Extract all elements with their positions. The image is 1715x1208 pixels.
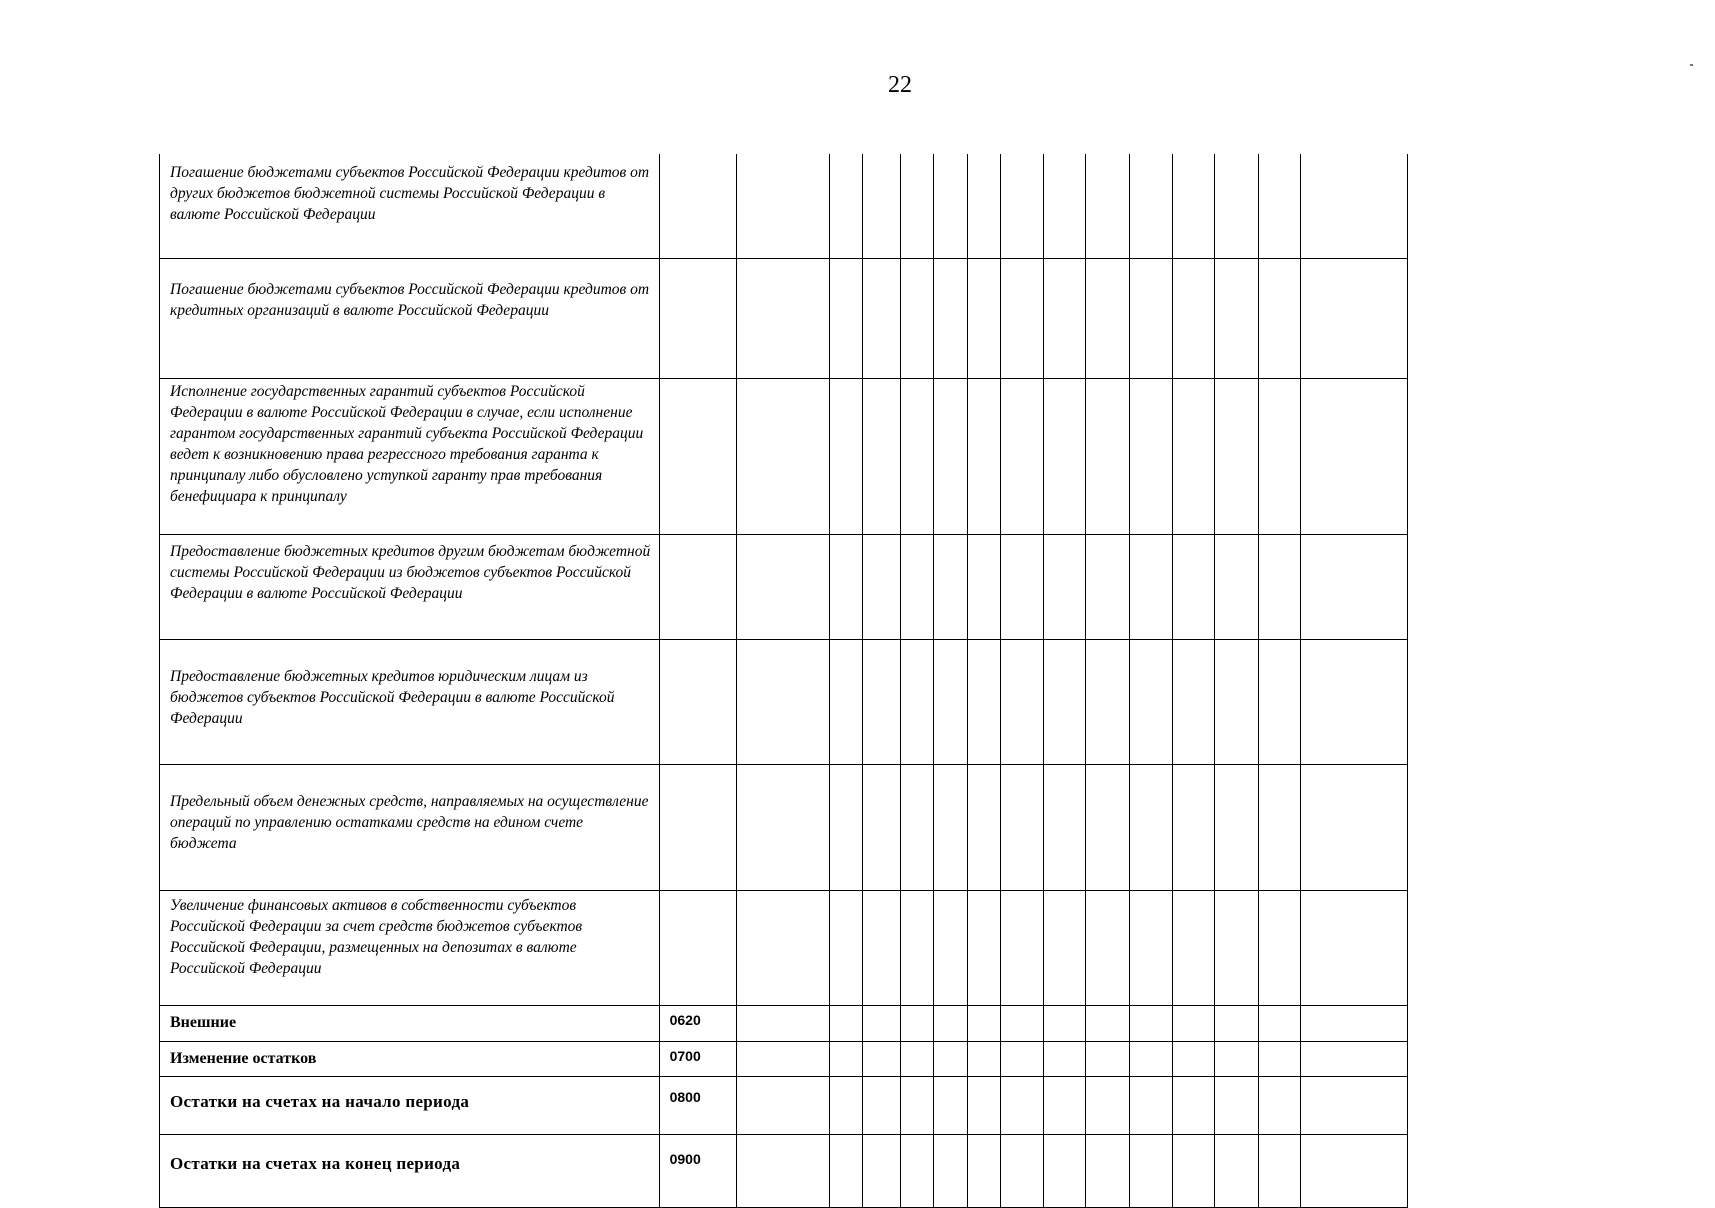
data-cell	[830, 640, 863, 765]
data-cell	[1086, 640, 1129, 765]
data-cell	[830, 259, 863, 379]
data-cell	[1086, 535, 1129, 640]
row-label: Погашение бюджетами субъектов Российской Федерации кредитов от других бюджетов бюджетной системы Российской Федерации в валюте Российской Федерации	[160, 154, 660, 259]
data-cell	[1172, 535, 1214, 640]
data-cell	[736, 535, 829, 640]
row-label: Погашение бюджетами субъектов Российской Федерации кредитов от кредитных организаций в валюте Российской Федерации	[160, 259, 660, 379]
data-cell	[1086, 765, 1129, 891]
data-cell	[1172, 640, 1214, 765]
data-cell	[1300, 259, 1407, 379]
row-code: 0620	[659, 1006, 736, 1042]
data-cell	[1086, 891, 1129, 1006]
data-cell	[1001, 1042, 1043, 1077]
data-cell	[862, 259, 900, 379]
data-cell	[967, 891, 1001, 1006]
data-cell	[1215, 1006, 1258, 1042]
data-cell	[1129, 535, 1172, 640]
data-cell	[1001, 535, 1043, 640]
data-cell	[1001, 1006, 1043, 1042]
row-code	[659, 765, 736, 891]
table-row	[160, 640, 1408, 765]
row-code: 0700	[659, 1042, 736, 1077]
data-cell	[967, 1006, 1001, 1042]
data-cell	[1300, 154, 1407, 259]
data-cell	[900, 640, 933, 765]
data-cell	[1129, 891, 1172, 1006]
data-cell	[1215, 1077, 1258, 1135]
data-cell	[862, 1042, 900, 1077]
data-cell	[862, 379, 900, 535]
data-cell	[1043, 154, 1085, 259]
data-cell	[736, 765, 829, 891]
data-cell	[967, 1077, 1001, 1135]
data-cell	[1300, 891, 1407, 1006]
data-cell	[1086, 379, 1129, 535]
data-cell	[1172, 259, 1214, 379]
data-cell	[933, 1006, 967, 1042]
page-number: 22	[888, 72, 912, 98]
data-cell	[830, 154, 863, 259]
data-cell	[967, 765, 1001, 891]
data-cell	[830, 765, 863, 891]
data-cell	[1172, 1135, 1214, 1208]
data-cell	[933, 535, 967, 640]
data-cell	[1215, 535, 1258, 640]
data-cell	[736, 1135, 829, 1208]
row-code	[659, 640, 736, 765]
data-cell	[1129, 640, 1172, 765]
data-cell	[1043, 535, 1085, 640]
data-cell	[900, 1042, 933, 1077]
data-cell	[1086, 1135, 1129, 1208]
data-cell	[1129, 765, 1172, 891]
data-cell	[1129, 379, 1172, 535]
table-row	[160, 1135, 1408, 1208]
data-cell	[830, 1042, 863, 1077]
data-cell	[1215, 891, 1258, 1006]
row-label: Предельный объем денежных средств, направляемых на осуществление операций по управлению остатками средств на едином счете бюджета	[160, 765, 660, 891]
data-cell	[736, 259, 829, 379]
data-cell	[933, 259, 967, 379]
data-cell	[933, 640, 967, 765]
data-cell	[830, 535, 863, 640]
data-cell	[1215, 765, 1258, 891]
data-cell	[1300, 1135, 1407, 1208]
data-cell	[900, 535, 933, 640]
data-cell	[1258, 535, 1300, 640]
data-cell	[1001, 154, 1043, 259]
data-cell	[933, 379, 967, 535]
data-cell	[1258, 640, 1300, 765]
data-cell	[1086, 259, 1129, 379]
data-cell	[736, 1077, 829, 1135]
row-code	[659, 259, 736, 379]
data-cell	[736, 640, 829, 765]
row-label: Остатки на счетах на конец периода	[160, 1135, 660, 1208]
data-cell	[1001, 1135, 1043, 1208]
row-code	[659, 379, 736, 535]
data-cell	[1215, 1042, 1258, 1077]
data-cell	[1043, 640, 1085, 765]
data-cell	[1129, 259, 1172, 379]
data-cell	[1258, 379, 1300, 535]
data-cell	[862, 154, 900, 259]
data-cell	[862, 640, 900, 765]
data-cell	[1043, 891, 1085, 1006]
data-cell	[1172, 1077, 1214, 1135]
data-cell	[830, 1006, 863, 1042]
data-cell	[862, 1135, 900, 1208]
data-cell	[736, 891, 829, 1006]
data-cell	[1172, 765, 1214, 891]
data-cell	[1129, 154, 1172, 259]
data-cell	[1258, 259, 1300, 379]
data-cell	[900, 154, 933, 259]
data-cell	[862, 535, 900, 640]
data-cell	[830, 1135, 863, 1208]
table-row	[160, 535, 1408, 640]
row-label: Увеличение финансовых активов в собственности субъектов Российской Федерации за счет средств бюджетов субъектов Российской Федерации, размещенных на депозитах в валюте Российской Федерации	[160, 891, 660, 1006]
data-cell	[1129, 1077, 1172, 1135]
data-cell	[1258, 1135, 1300, 1208]
data-cell	[1086, 154, 1129, 259]
row-code	[659, 891, 736, 1006]
data-cell	[830, 379, 863, 535]
data-cell	[967, 1042, 1001, 1077]
row-code: 0800	[659, 1077, 736, 1135]
data-cell	[967, 535, 1001, 640]
data-cell	[933, 891, 967, 1006]
data-cell	[1172, 1042, 1214, 1077]
data-cell	[1001, 765, 1043, 891]
data-cell	[1086, 1042, 1129, 1077]
table-row	[160, 1077, 1408, 1135]
table-row	[160, 891, 1408, 1006]
data-cell	[1129, 1135, 1172, 1208]
data-cell	[900, 765, 933, 891]
data-cell	[1001, 379, 1043, 535]
data-cell	[1001, 1077, 1043, 1135]
data-cell	[1001, 891, 1043, 1006]
table-row	[160, 765, 1408, 891]
row-code	[659, 535, 736, 640]
data-cell	[1300, 765, 1407, 891]
data-cell	[1043, 765, 1085, 891]
row-code	[659, 154, 736, 259]
data-cell	[1001, 259, 1043, 379]
row-label: Внешние	[160, 1006, 660, 1042]
row-label: Предоставление бюджетных кредитов юридическим лицам из бюджетов субъектов Российской Федерации в валюте Российской Федерации	[160, 640, 660, 765]
data-cell	[933, 154, 967, 259]
data-cell	[1300, 379, 1407, 535]
data-cell	[1172, 154, 1214, 259]
scan-speck	[1690, 64, 1693, 66]
data-cell	[1300, 640, 1407, 765]
row-label: Изменение остатков	[160, 1042, 660, 1077]
data-cell	[1043, 1042, 1085, 1077]
data-cell	[736, 1042, 829, 1077]
data-cell	[830, 891, 863, 1006]
data-cell	[1258, 891, 1300, 1006]
table-row	[160, 259, 1408, 379]
data-cell	[933, 1077, 967, 1135]
data-cell	[1258, 1042, 1300, 1077]
row-label: Предоставление бюджетных кредитов другим бюджетам бюджетной системы Российской Федерации из бюджетов субъектов Российской Федерации в валюте Российской Федерации	[160, 535, 660, 640]
data-cell	[1043, 1135, 1085, 1208]
data-cell	[1215, 259, 1258, 379]
data-cell	[967, 154, 1001, 259]
data-cell	[967, 379, 1001, 535]
data-cell	[900, 1006, 933, 1042]
data-cell	[933, 1135, 967, 1208]
budget-sources-table	[159, 154, 1408, 1208]
data-cell	[1215, 379, 1258, 535]
data-cell	[900, 259, 933, 379]
data-cell	[1300, 535, 1407, 640]
data-cell	[1300, 1006, 1407, 1042]
table-row	[160, 379, 1408, 535]
data-cell	[1129, 1006, 1172, 1042]
data-cell	[862, 765, 900, 891]
row-label: Исполнение государственных гарантий субъектов Российской Федерации в валюте Российской Федерации в случае, если исполнение гарантом государственных гарантий субъекта Российской Федерации ведет к возникновению права регрессного требования гаранта к принципалу либо обусловлено уступкой гаранту прав требования бенефициара к принципалу	[160, 379, 660, 535]
data-cell	[1172, 379, 1214, 535]
data-cell	[862, 891, 900, 1006]
data-cell	[1172, 1006, 1214, 1042]
data-cell	[900, 1135, 933, 1208]
data-cell	[1258, 1077, 1300, 1135]
data-cell	[1300, 1077, 1407, 1135]
table-row	[160, 154, 1408, 259]
data-cell	[1300, 1042, 1407, 1077]
data-cell	[967, 640, 1001, 765]
data-cell	[1258, 154, 1300, 259]
data-cell	[900, 1077, 933, 1135]
data-cell	[1043, 379, 1085, 535]
data-cell	[736, 1006, 829, 1042]
data-cell	[736, 154, 829, 259]
data-cell	[736, 379, 829, 535]
data-cell	[1043, 259, 1085, 379]
data-cell	[933, 1042, 967, 1077]
data-cell	[1172, 891, 1214, 1006]
data-cell	[862, 1077, 900, 1135]
row-code: 0900	[659, 1135, 736, 1208]
data-cell	[1258, 1006, 1300, 1042]
table-row	[160, 1042, 1408, 1077]
data-cell	[900, 891, 933, 1006]
data-cell	[1043, 1077, 1085, 1135]
data-cell	[1258, 765, 1300, 891]
data-cell	[967, 259, 1001, 379]
data-cell	[967, 1135, 1001, 1208]
row-label: Остатки на счетах на начало периода	[160, 1077, 660, 1135]
data-cell	[862, 1006, 900, 1042]
data-cell	[1086, 1006, 1129, 1042]
data-cell	[830, 1077, 863, 1135]
data-cell	[1001, 640, 1043, 765]
data-cell	[933, 765, 967, 891]
data-cell	[1215, 154, 1258, 259]
data-cell	[900, 379, 933, 535]
data-cell	[1129, 1042, 1172, 1077]
table-row	[160, 1006, 1408, 1042]
data-cell	[1215, 1135, 1258, 1208]
data-cell	[1215, 640, 1258, 765]
data-cell	[1086, 1077, 1129, 1135]
data-cell	[1043, 1006, 1085, 1042]
